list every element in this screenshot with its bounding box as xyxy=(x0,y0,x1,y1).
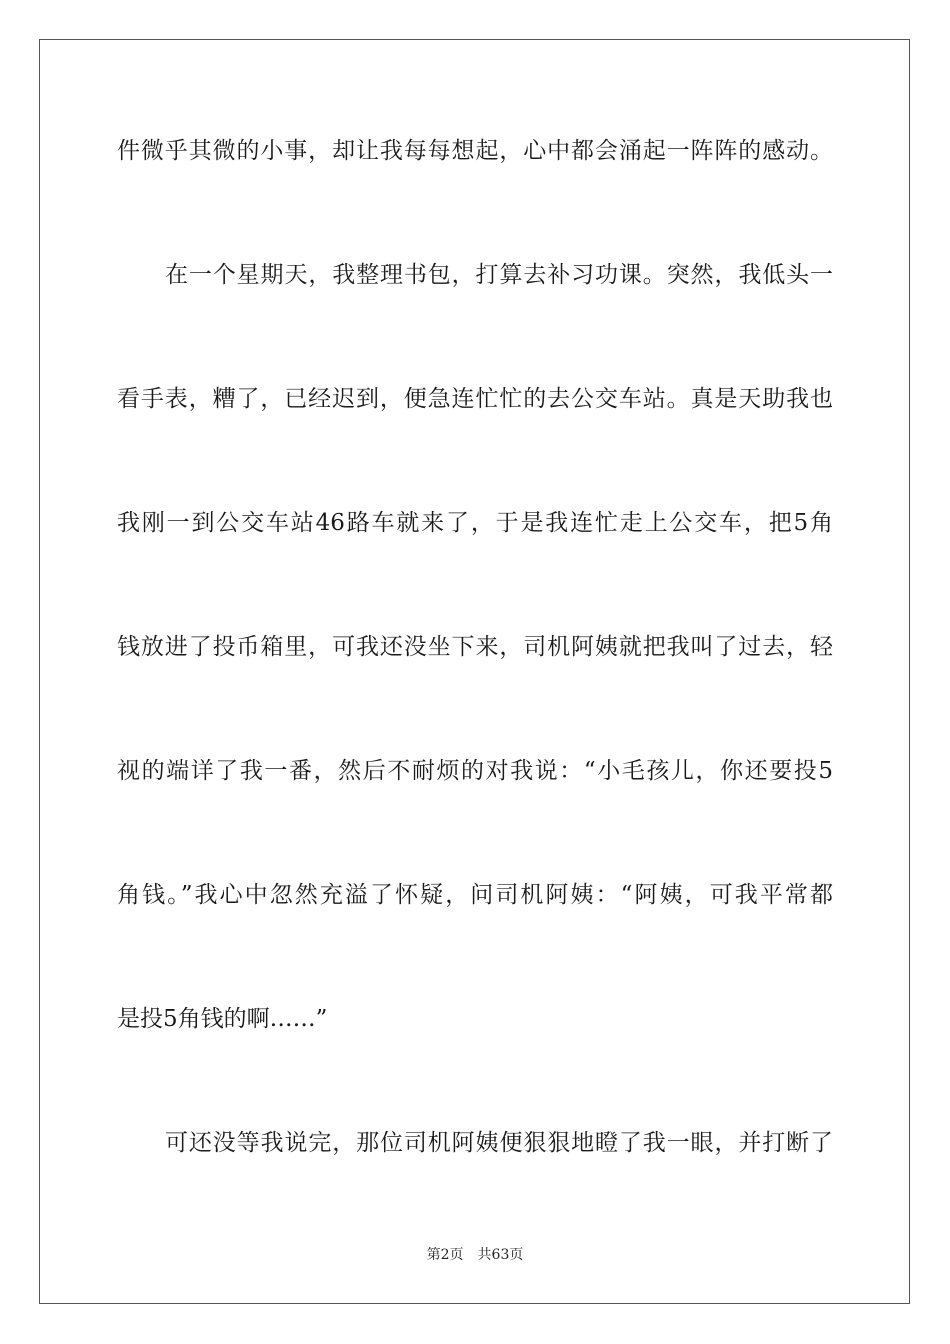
text-line-6: 视的端详了我一番，然后不耐烦的对我说：“小毛孩儿，你还要投5 xyxy=(117,758,833,784)
text-line-9: 可还没等我说完，那位司机阿姨便狠狠地瞪了我一眼，并打断了 xyxy=(165,1130,833,1156)
page-footer xyxy=(0,1246,950,1264)
page-frame xyxy=(39,39,910,1304)
text-line-4: 我刚一到公交车站46路车就来了，于是我连忙走上公交车，把5角 xyxy=(117,510,833,536)
text-line-7: 角钱。”我心中忽然充溢了怀疑，问司机阿姨：“阿姨，可我平常都 xyxy=(117,882,833,908)
text-line-2: 在一个星期天，我整理书包，打算去补习功课。突然，我低头一 xyxy=(165,262,833,288)
text-line-5: 钱放进了投币箱里，可我还没坐下来，司机阿姨就把我叫了过去，轻 xyxy=(117,634,833,660)
page-total: 共63页 xyxy=(477,1247,524,1263)
text-line-3: 看手表，糟了，已经迟到，便急连忙忙的去公交车站。真是天助我也 xyxy=(117,386,833,412)
text-line-8: 是投5角钱的啊……” xyxy=(117,1006,328,1032)
text-line-1: 件微乎其微的小事，却让我每每想起，心中都会涌起一阵阵的感动。 xyxy=(117,138,833,164)
page-number: 第2页 xyxy=(426,1247,464,1263)
